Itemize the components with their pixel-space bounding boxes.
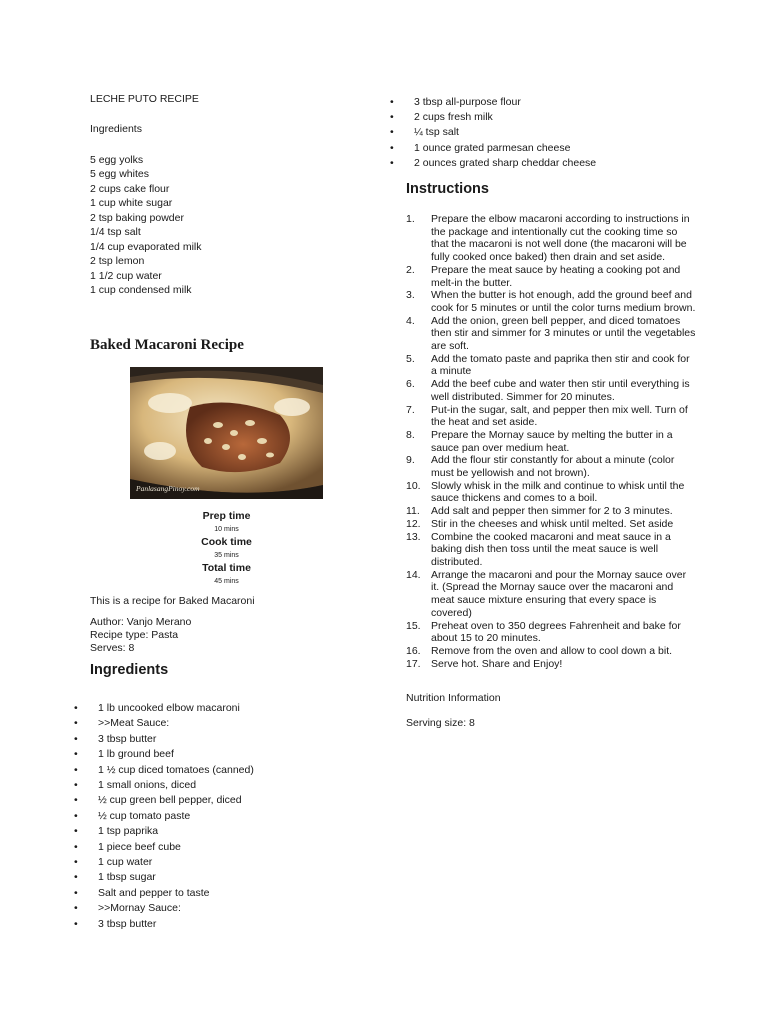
- step-text: Put-in the sugar, salt, and pepper then mix well. Turn of the heat and set aside.: [431, 403, 688, 429]
- list-item: • 1 lb ground beef: [74, 747, 254, 762]
- step-number: 7.: [406, 403, 415, 416]
- list-item: • 1 lb uncooked elbow macaroni: [74, 701, 254, 716]
- leche-puto-ingredients-label: Ingredients: [90, 123, 142, 136]
- recipe-serves: Serves: 8: [90, 641, 135, 654]
- total-time-label: Total time: [202, 562, 251, 574]
- step-number: 5.: [406, 352, 415, 365]
- nutrition-heading: Nutrition Information: [406, 692, 501, 705]
- list-item: • Salt and pepper to taste: [74, 886, 254, 901]
- instruction-step: [406, 315, 696, 353]
- instruction-step: [406, 658, 696, 671]
- step-number: 6.: [406, 378, 415, 391]
- recipe-title: Baked Macaroni Recipe: [90, 337, 244, 353]
- list-item: 2 cups cake flour: [90, 182, 170, 195]
- step-number: 10.: [406, 479, 421, 492]
- photo-watermark: PanlasangPinoy.com: [136, 484, 200, 493]
- list-item: 1 1/2 cup water: [90, 269, 162, 282]
- step-text: Slowly whisk in the milk and continue to whisk until the sauce thickens and comes to a boil.: [431, 479, 685, 505]
- instruction-step: [406, 404, 696, 429]
- prep-time-label: Prep time: [202, 510, 251, 522]
- list-item: • >>Mornay Sauce:: [74, 901, 254, 916]
- step-text: Combine the cooked macaroni and meat sauce in a baking dish then toss until the meat sauce is well distributed.: [431, 530, 671, 568]
- step-text: Add the beef cube and water then stir until everything is well distributed. Simmer for 20 minutes.: [431, 378, 690, 403]
- instruction-step: [406, 531, 696, 569]
- step-number: 15.: [406, 619, 421, 632]
- instruction-step: [406, 213, 696, 264]
- list-item: • 3 tbsp all-purpose flour: [406, 95, 696, 110]
- list-item: • 1 tbsp sugar: [74, 870, 254, 885]
- cook-time-label: Cook time: [201, 536, 252, 548]
- instruction-step: [406, 480, 696, 505]
- list-item: • 1 tsp paprika: [74, 824, 254, 839]
- recipe-type: Recipe type: Pasta: [90, 628, 179, 641]
- step-text: Serve hot. Share and Enjoy!: [431, 657, 563, 670]
- macaroni-ingredient-list: [74, 701, 254, 932]
- right-column: [406, 95, 696, 729]
- step-text: Preheat oven to 350 degrees Fahrenheit and bake for about 15 to 20 minutes.: [431, 619, 681, 645]
- step-number: 11.: [406, 505, 420, 518]
- recipe-summary: This is a recipe for Baked Macaroni: [90, 595, 255, 607]
- list-item: • ¼ tsp salt: [406, 125, 696, 140]
- instruction-step: [406, 353, 696, 378]
- instruction-step: [406, 378, 696, 403]
- instruction-step: [406, 620, 696, 645]
- list-item: • 3 tbsp butter: [74, 732, 254, 747]
- instruction-step: [406, 518, 696, 531]
- step-number: 8.: [406, 428, 415, 441]
- instruction-step: [406, 454, 696, 479]
- step-number: 4.: [406, 314, 415, 327]
- leche-puto-ingredient-list: [90, 153, 340, 298]
- instruction-steps: [406, 213, 696, 670]
- instruction-step: [406, 569, 696, 620]
- cook-time-value: 35 mins: [214, 552, 239, 559]
- step-number: 14.: [406, 568, 421, 581]
- step-number: 1.: [406, 213, 415, 226]
- list-item: • ½ cup tomato paste: [74, 809, 254, 824]
- list-item: 1 cup condensed milk: [90, 284, 192, 297]
- instruction-step: [406, 289, 696, 314]
- list-item: 2 tsp baking powder: [90, 211, 184, 224]
- step-text: Stir in the cheeses and whisk until melted. Set aside: [431, 517, 674, 530]
- step-text: When the butter is hot enough, add the ground beef and cook for 5 minutes or until the color turns medium brown.: [431, 289, 696, 314]
- step-number: 12.: [406, 517, 421, 530]
- macaroni-ingredient-list-continued: [406, 95, 696, 171]
- step-text: Prepare the meat sauce by heating a cooking pot and melt-in the butter.: [431, 263, 681, 289]
- list-item: • 1 small onions, diced: [74, 778, 254, 793]
- list-item: • 2 cups fresh milk: [406, 110, 696, 125]
- list-item: • 2 ounces grated sharp cheddar cheese: [406, 156, 696, 171]
- recipe-meta: [90, 616, 191, 654]
- step-text: Remove from the oven and allow to cool down a bit.: [431, 644, 673, 657]
- instruction-step: [406, 429, 696, 454]
- step-number: 9.: [406, 454, 415, 467]
- baked-macaroni-photo: [130, 367, 323, 499]
- instruction-step: [406, 264, 696, 289]
- step-text: Prepare the elbow macaroni according to instructions in the package and intentionally cut the cooking time so that the macaroni is not well done (the macaroni will be fully cooked once baked) then drain and set aside.: [431, 213, 690, 264]
- list-item: • 3 tbsp butter: [74, 917, 254, 932]
- list-item: 1/4 cup evaporated milk: [90, 240, 202, 253]
- step-text: Add the onion, green bell pepper, and diced tomatoes then stir and simmer for 3 minutes or until the vegetables are soft.: [431, 314, 696, 353]
- list-item: 5 egg yolks: [90, 153, 144, 166]
- list-item: • 1 ½ cup diced tomatoes (canned): [74, 763, 254, 778]
- leche-puto-title: LECHE PUTO RECIPE: [90, 93, 199, 105]
- recipe-times: [130, 510, 323, 588]
- step-number: 2.: [406, 263, 415, 276]
- list-item: 1 cup white sugar: [90, 197, 173, 210]
- list-item: 2 tsp lemon: [90, 255, 145, 268]
- step-number: 3.: [406, 289, 415, 302]
- list-item: • 1 piece beef cube: [74, 840, 254, 855]
- step-text: Arrange the macaroni and pour the Mornay sauce over it. (Spread the Mornay sauce over the macaroni and meat sauce mixture ensuring that every space is covered): [431, 568, 687, 619]
- list-item: • >>Meat Sauce:: [74, 716, 254, 731]
- instruction-step: [406, 645, 696, 658]
- step-text: Add the flour stir constantly for about a minute (color must be yellowish and not brown).: [431, 454, 675, 480]
- list-item: • ½ cup green bell pepper, diced: [74, 793, 254, 808]
- step-number: 16.: [406, 644, 421, 657]
- macaroni-dish-illustration: [130, 367, 323, 499]
- step-text: Add salt and pepper then simmer for 2 to 3 minutes.: [431, 505, 673, 518]
- step-text: Prepare the Mornay sauce by melting the butter in a sauce pan over medium heat.: [431, 428, 673, 454]
- prep-time-value: 10 mins: [214, 526, 239, 533]
- step-number: 13.: [406, 530, 421, 543]
- list-item: • 1 cup water: [74, 855, 254, 870]
- ingredients-heading: Ingredients: [90, 662, 169, 678]
- recipe-author: Author: Vanjo Merano: [90, 616, 192, 628]
- list-item: 5 egg whites: [90, 168, 149, 181]
- step-number: 17.: [406, 657, 421, 670]
- serving-size: Serving size: 8: [406, 717, 475, 730]
- list-item: 1/4 tsp salt: [90, 226, 141, 239]
- total-time-value: 45 mins: [214, 578, 239, 585]
- step-text: Add the tomato paste and paprika then stir and cook for a minute: [431, 352, 690, 378]
- left-column: [90, 92, 340, 930]
- instructions-heading: Instructions: [406, 181, 489, 198]
- instruction-step: [406, 505, 696, 518]
- list-item: • 1 ounce grated parmesan cheese: [406, 141, 696, 156]
